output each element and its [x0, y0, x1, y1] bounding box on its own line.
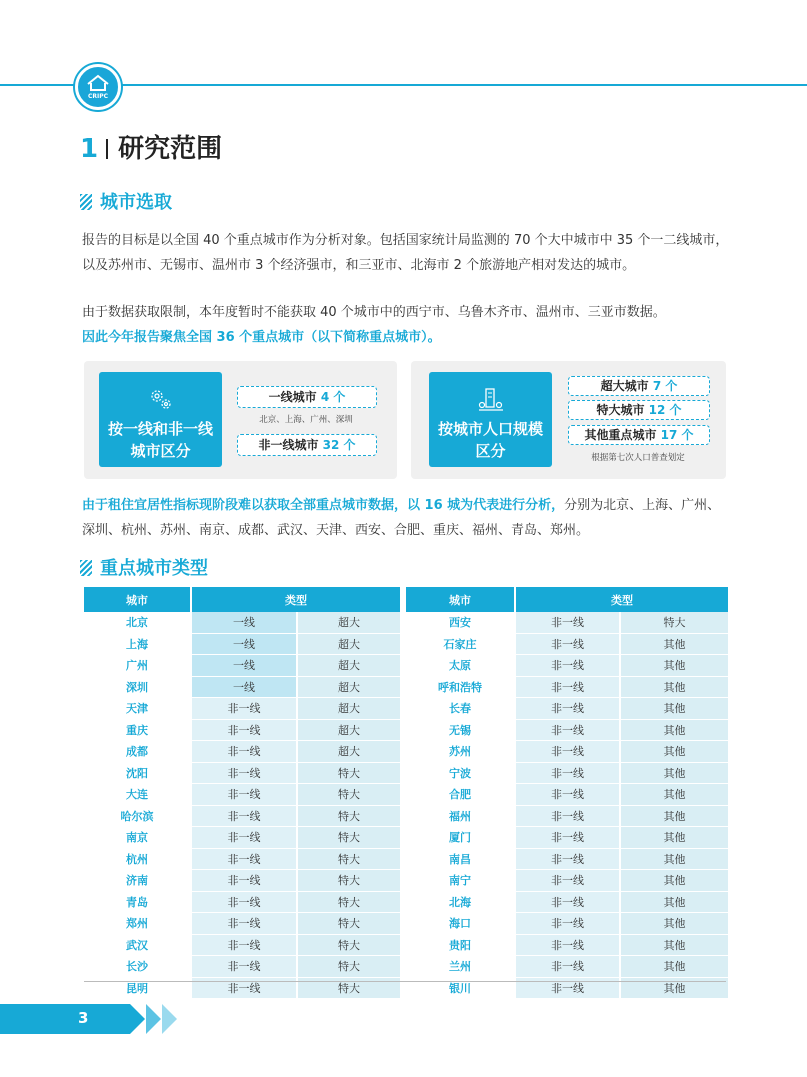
table-row: [406, 913, 728, 935]
column-header-city: 城市: [84, 587, 190, 612]
super-large-city-label: 特大城市: [596, 403, 645, 417]
city-name-cell: 济南: [84, 870, 190, 892]
size-cell: 其他: [621, 655, 728, 677]
first-tier-count: 4 个: [320, 390, 346, 404]
tier-cell: 非一线: [516, 806, 619, 828]
non-first-tier-label: 非一线城市: [258, 438, 319, 452]
city-name-cell: 沈阳: [84, 763, 190, 785]
other-city-label: 其他重点城市: [584, 428, 657, 442]
tier-cell: 非一线: [516, 892, 619, 914]
size-cell: 其他: [621, 634, 728, 656]
tier-cell: 非一线: [192, 892, 296, 914]
population-card: [429, 372, 552, 467]
size-cell: 超大: [298, 655, 400, 677]
city-name-cell: 武汉: [84, 935, 190, 957]
section-title-text: 研究范围: [118, 134, 223, 164]
city-name-cell: 厦门: [406, 827, 514, 849]
tier-cell: 非一线: [192, 849, 296, 871]
table-row: [84, 935, 400, 957]
city-name-cell: 郑州: [84, 913, 190, 935]
tier-cell: 非一线: [516, 849, 619, 871]
tier-cell: 一线: [192, 612, 296, 634]
section-title: [80, 128, 222, 165]
tier-cell: 非一线: [192, 741, 296, 763]
city-name-cell: 海口: [406, 913, 514, 935]
mega-city-pill: [568, 376, 710, 396]
sample-cities-text: 分别为北京、上海、广州、深圳、杭州、苏州、南京、成都、武汉、天津、西安、合肥、重庆、福州、青岛、郑州。: [82, 498, 721, 538]
tier-cell: 非一线: [516, 655, 619, 677]
table-row: [84, 720, 400, 742]
city-name-cell: 哈尔滨: [84, 806, 190, 828]
table-row: [406, 698, 728, 720]
city-name-cell: 太原: [406, 655, 514, 677]
page-number-bar: [0, 1004, 130, 1034]
tier-cell: 非一线: [192, 784, 296, 806]
tier-cell: 非一线: [516, 913, 619, 935]
size-cell: 其他: [621, 720, 728, 742]
tier-cell: 非一线: [192, 806, 296, 828]
tier-card-text: 按一线和非一线城市区分: [107, 420, 213, 460]
city-name-cell: 南昌: [406, 849, 514, 871]
city-name-cell: 昆明: [84, 978, 190, 1000]
first-tier-label: 一线城市: [268, 390, 317, 404]
column-header-type: 类型: [192, 587, 400, 612]
chevron-right-icon: [162, 1004, 177, 1034]
city-name-cell: 北京: [84, 612, 190, 634]
city-name-cell: 苏州: [406, 741, 514, 763]
tier-cell: 非一线: [516, 612, 619, 634]
table-row: [84, 913, 400, 935]
city-name-cell: 宁波: [406, 763, 514, 785]
tier-cell: 非一线: [516, 634, 619, 656]
table-row: [84, 698, 400, 720]
city-name-cell: 天津: [84, 698, 190, 720]
city-types-heading: [80, 554, 208, 580]
table-row: [406, 612, 728, 634]
column-header-city: 城市: [406, 587, 514, 612]
table-row: [84, 956, 400, 978]
mega-city-label: 超大城市: [600, 379, 649, 393]
tier-cell: 非一线: [516, 870, 619, 892]
hatch-icon: [80, 560, 92, 576]
section-number: 1: [80, 134, 99, 164]
table-row: [84, 612, 400, 634]
tier-cell: 非一线: [192, 935, 296, 957]
column-header-type: 类型: [516, 587, 728, 612]
size-cell: 特大: [298, 956, 400, 978]
table-row: [406, 634, 728, 656]
size-cell: 超大: [298, 698, 400, 720]
table-row: [406, 806, 728, 828]
city-name-cell: 深圳: [84, 677, 190, 699]
size-cell: 特大: [298, 849, 400, 871]
table-row: [84, 784, 400, 806]
tier-cell: 非一线: [192, 870, 296, 892]
hatch-icon: [80, 194, 92, 210]
city-name-cell: 无锡: [406, 720, 514, 742]
city-name-cell: 兰州: [406, 956, 514, 978]
tier-cell: 非一线: [516, 720, 619, 742]
tier-cell: 一线: [192, 634, 296, 656]
population-card-text: 按城市人口规模区分: [437, 420, 543, 460]
house-icon: [86, 74, 110, 92]
tier-cell: 非一线: [516, 956, 619, 978]
tier-cell: 一线: [192, 655, 296, 677]
table-row: [84, 634, 400, 656]
table-row: [84, 655, 400, 677]
size-cell: 其他: [621, 677, 728, 699]
table-row: [406, 827, 728, 849]
size-cell: 超大: [298, 612, 400, 634]
city-selection-heading-text: 城市选取: [100, 192, 172, 213]
table-row: [406, 849, 728, 871]
city-selection-heading: [80, 188, 172, 214]
city-name-cell: 合肥: [406, 784, 514, 806]
size-cell: 特大: [298, 935, 400, 957]
city-name-cell: 西安: [406, 612, 514, 634]
table-row: [84, 806, 400, 828]
city-name-cell: 福州: [406, 806, 514, 828]
table-bottom-rule: [84, 981, 726, 982]
population-classification-panel: [411, 361, 726, 479]
tier-cell: 一线: [192, 677, 296, 699]
size-cell: 特大: [298, 763, 400, 785]
table-row: [84, 827, 400, 849]
size-cell: 其他: [621, 956, 728, 978]
tier-classification-panel: [84, 361, 397, 479]
title-divider: [106, 139, 108, 159]
size-cell: 超大: [298, 720, 400, 742]
table-row: [406, 720, 728, 742]
tier-card: [99, 372, 222, 467]
city-name-cell: 银川: [406, 978, 514, 1000]
other-city-pill: [568, 425, 710, 445]
tier-cell: 非一线: [516, 978, 619, 1000]
city-name-cell: 南宁: [406, 870, 514, 892]
city-name-cell: 长沙: [84, 956, 190, 978]
size-cell: 其他: [621, 827, 728, 849]
size-cell: 特大: [298, 827, 400, 849]
table-row: [406, 935, 728, 957]
city-name-cell: 大连: [84, 784, 190, 806]
limitation-paragraph: [82, 300, 732, 350]
city-name-cell: 贵阳: [406, 935, 514, 957]
tier-cell: 非一线: [516, 784, 619, 806]
logo-text: CRIPC: [87, 93, 109, 100]
size-cell: 其他: [621, 849, 728, 871]
size-cell: 特大: [298, 870, 400, 892]
size-cell: 其他: [621, 870, 728, 892]
table-row: [84, 741, 400, 763]
size-cell: 特大: [298, 978, 400, 1000]
intro-paragraph: 报告的目标是以全国 40 个重点城市作为分析对象。包括国家统计局监测的 70 个大中城市中 35 个一二线城市，以及苏州市、无锡市、温州市 3 个经济强市，和三亚市、北海市 2 个旅游地产相对发达的城市。: [82, 233, 729, 273]
first-tier-cities: 北京、上海、广州、深圳: [259, 415, 353, 425]
table-row: [84, 849, 400, 871]
size-cell: 其他: [621, 935, 728, 957]
table-row: [406, 741, 728, 763]
super-large-city-count: 12 个: [648, 403, 682, 417]
city-name-cell: 重庆: [84, 720, 190, 742]
focus-text: 因此今年报告聚焦全国 36 个重点城市（以下简称重点城市）。: [82, 330, 441, 345]
tier-cell: 非一线: [516, 827, 619, 849]
chevron-right-icon: [146, 1004, 161, 1034]
size-cell: 超大: [298, 634, 400, 656]
tier-cell: 非一线: [192, 956, 296, 978]
gears-icon: [146, 384, 176, 414]
tier-cell: 非一线: [516, 677, 619, 699]
city-name-cell: 呼和浩特: [406, 677, 514, 699]
tier-cell: 非一线: [192, 827, 296, 849]
table-row: [406, 956, 728, 978]
size-cell: 超大: [298, 741, 400, 763]
table-row: [84, 677, 400, 699]
tier-cell: 非一线: [516, 698, 619, 720]
table-row: [406, 892, 728, 914]
size-cell: 其他: [621, 784, 728, 806]
other-city-count: 17 个: [660, 428, 694, 442]
size-cell: 特大: [621, 612, 728, 634]
sample-reason-text: 由于租住宜居性指标现阶段难以获取全部重点城市数据，以 16 城为代表进行分析，: [82, 498, 565, 513]
table-row: [406, 655, 728, 677]
table-row: [406, 784, 728, 806]
table-row: [84, 892, 400, 914]
size-cell: 特大: [298, 806, 400, 828]
tier-cell: 非一线: [192, 763, 296, 785]
table-row: [406, 677, 728, 699]
size-cell: 特大: [298, 892, 400, 914]
size-cell: 其他: [621, 913, 728, 935]
sample-cities-paragraph: [82, 493, 732, 543]
table-row: [84, 763, 400, 785]
tier-cell: 非一线: [192, 720, 296, 742]
table-row: [406, 763, 728, 785]
city-name-cell: 长春: [406, 698, 514, 720]
city-name-cell: 南京: [84, 827, 190, 849]
city-types-heading-text: 重点城市类型: [100, 558, 208, 579]
tier-cell: 非一线: [516, 935, 619, 957]
non-first-tier-count: 32 个: [322, 438, 356, 452]
tier-cell: 非一线: [516, 741, 619, 763]
limitation-text: 由于数据获取限制，本年度暂时不能获取 40 个城市中的西宁市、乌鲁木齐市、温州市、三亚市数据。: [82, 305, 666, 320]
non-first-tier-pill: [237, 434, 377, 456]
census-note: 根据第七次人口普查划定: [591, 453, 685, 463]
size-cell: 其他: [621, 763, 728, 785]
mega-city-count: 7 个: [652, 379, 678, 393]
table-row: [84, 870, 400, 892]
tier-cell: 非一线: [516, 763, 619, 785]
tier-cell: 非一线: [192, 698, 296, 720]
header-rule: [0, 84, 807, 86]
size-cell: 其他: [621, 978, 728, 1000]
logo: [75, 64, 121, 110]
tier-cell: 非一线: [192, 978, 296, 1000]
city-name-cell: 杭州: [84, 849, 190, 871]
city-name-cell: 石家庄: [406, 634, 514, 656]
city-type-table-right: [404, 587, 730, 999]
size-cell: 特大: [298, 784, 400, 806]
city-type-table-left: [82, 587, 402, 999]
size-cell: 其他: [621, 698, 728, 720]
city-name-cell: 上海: [84, 634, 190, 656]
city-name-cell: 青岛: [84, 892, 190, 914]
size-cell: 其他: [621, 806, 728, 828]
city-name-cell: 北海: [406, 892, 514, 914]
size-cell: 超大: [298, 677, 400, 699]
size-cell: 特大: [298, 913, 400, 935]
size-cell: 其他: [621, 892, 728, 914]
tier-cell: 非一线: [192, 913, 296, 935]
city-name-cell: 广州: [84, 655, 190, 677]
super-large-city-pill: [568, 400, 710, 420]
first-tier-pill: [237, 386, 377, 408]
city-name-cell: 成都: [84, 741, 190, 763]
city-buildings-icon: [476, 384, 506, 414]
page-number: 3: [78, 1009, 89, 1027]
size-cell: 其他: [621, 741, 728, 763]
table-row: [406, 870, 728, 892]
chevron-right-icon: [130, 1004, 145, 1034]
